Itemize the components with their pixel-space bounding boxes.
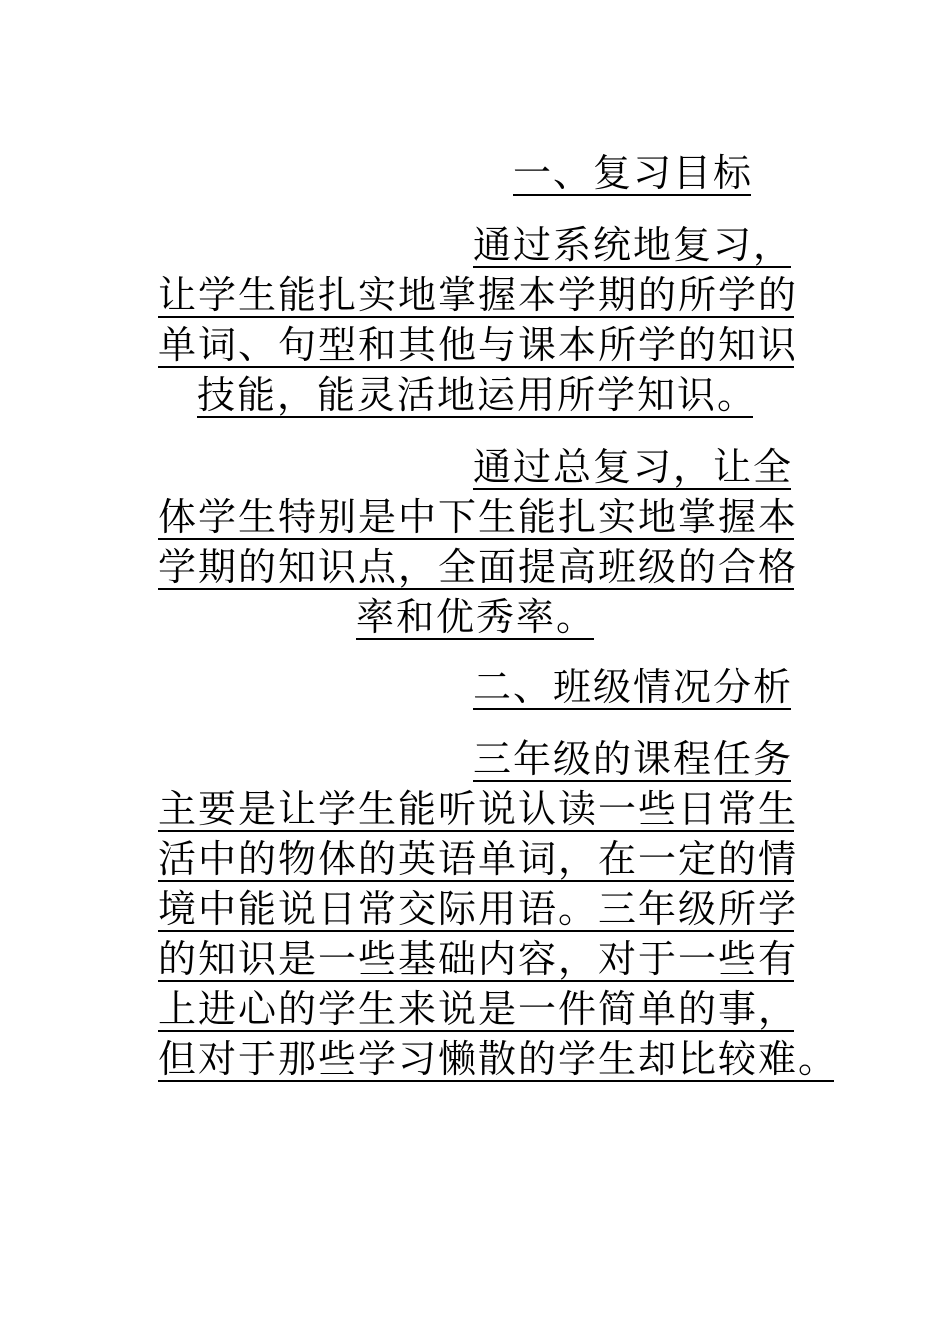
- paragraph-line-text: 主要是让学生能听说认读一些日常生: [158, 787, 799, 831]
- paragraph-line: [158, 936, 799, 982]
- paragraph-line: [158, 1036, 839, 1082]
- paragraph-line-text: 单词、句型和其他与课本所学的知识: [158, 323, 799, 367]
- section-heading-review-goals: [513, 150, 754, 196]
- paragraph-line-text: 境中能说日常交际用语。三年级所学: [158, 887, 799, 931]
- paragraph-line-text: 三年级的课程任务: [473, 737, 794, 781]
- paragraph-line-text: 通过总复习，让全: [473, 445, 794, 489]
- paragraph-line: [158, 494, 799, 540]
- paragraph-line: [473, 444, 794, 490]
- section-heading-class-analysis: [473, 664, 794, 710]
- paragraph-line: [158, 272, 799, 318]
- paragraph-line: [158, 322, 799, 368]
- paragraph-line-text: 学期的知识点，全面提高班级的合格: [158, 545, 799, 589]
- paragraph-line: [158, 986, 799, 1032]
- paragraph-line-text: 通过系统地复习，: [473, 223, 794, 267]
- paragraph-line: [158, 886, 799, 932]
- paragraph-line-text: 但对于那些学习懒散的学生却比较难。: [158, 1037, 839, 1081]
- paragraph-line-text: 体学生特别是中下生能扎实地掌握本: [158, 495, 799, 539]
- paragraph-line: [356, 594, 597, 640]
- paragraph-line: [158, 836, 799, 882]
- paragraph-line-text: 技能，能灵活地运用所学知识。: [197, 373, 758, 417]
- paragraph-line: [473, 222, 794, 268]
- paragraph-line-text: 率和优秀率。: [356, 595, 597, 639]
- paragraph-line-text: 让学生能扎实地掌握本学期的所学的: [158, 273, 799, 317]
- paragraph-line-text: 上进心的学生来说是一件简单的事，: [158, 987, 799, 1031]
- paragraph-line: [473, 736, 794, 782]
- paragraph-line: [197, 372, 758, 418]
- paragraph-line-text: 活中的物体的英语单词，在一定的情: [158, 837, 799, 881]
- paragraph-line: [158, 544, 799, 590]
- heading-text: 二、班级情况分析: [473, 665, 794, 709]
- paragraph-line-text: 的知识是一些基础内容，对于一些有: [158, 937, 799, 981]
- heading-text: 一、复习目标: [513, 151, 754, 195]
- paragraph-line: [158, 786, 799, 832]
